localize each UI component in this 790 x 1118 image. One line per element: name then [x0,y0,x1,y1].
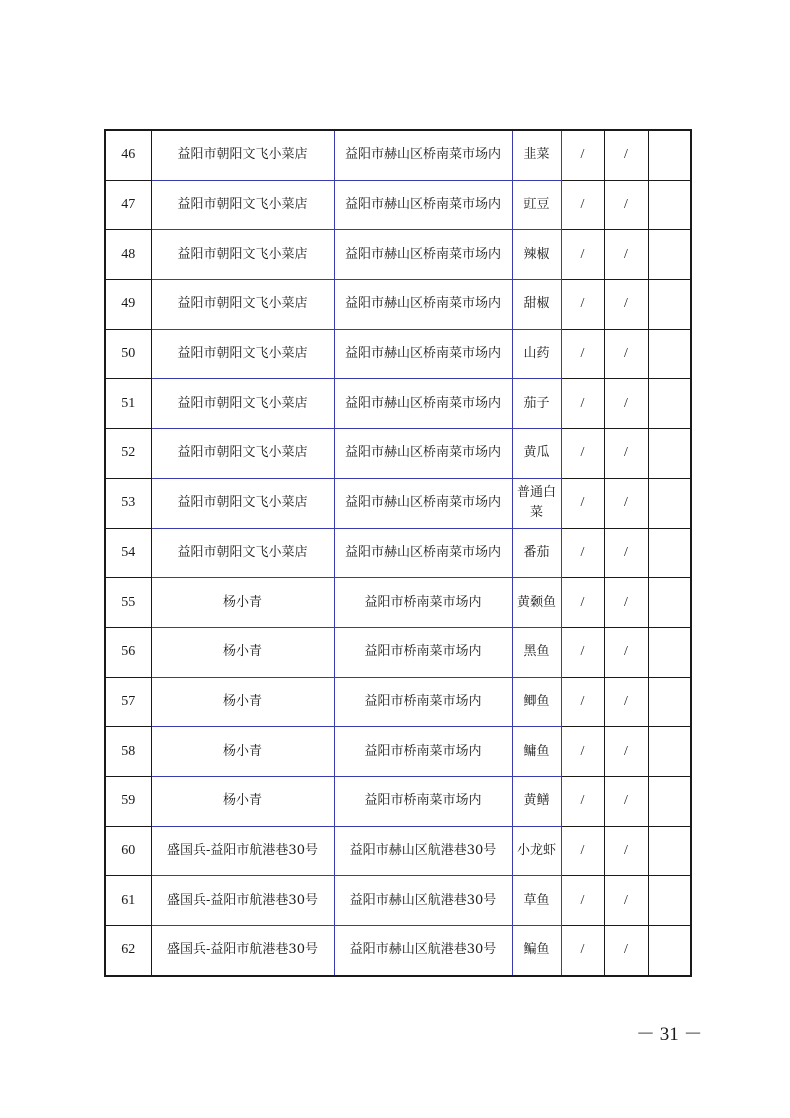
product-name [512,876,561,926]
vendor-name: 益阳市朝阳文飞小菜店 [151,130,334,180]
product-text: 鳊鱼 [523,942,550,958]
vendor-name: 盛国兵-益阳市航港巷30号 [151,926,334,976]
product-text: 山药 [523,346,550,362]
remark-cell [648,478,691,528]
result-cell-1: / [561,876,604,926]
vendor-address: 益阳市桥南菜市场内 [334,677,512,727]
vendor-name: 杨小青 [151,627,334,677]
row-number: 62 [105,926,151,976]
remark-cell [648,677,691,727]
table-body [105,130,691,976]
remark-cell [648,230,691,280]
vendor-name: 益阳市朝阳文飞小菜店 [151,379,334,429]
table-row [105,230,691,280]
result-cell-2: / [604,528,648,578]
vendor-name: 杨小青 [151,578,334,628]
product-text: 甜椒 [523,296,550,312]
row-number: 46 [105,130,151,180]
vendor-address: 益阳市赫山区桥南菜市场内 [334,528,512,578]
row-number: 49 [105,280,151,330]
table-row [105,429,691,479]
result-cell-1: / [561,727,604,777]
vendor-name: 杨小青 [151,727,334,777]
product-name [512,180,561,230]
remark-cell [648,280,691,330]
product-name [512,578,561,628]
result-cell-2: / [604,677,648,727]
result-cell-2: / [604,776,648,826]
vendor-address: 益阳市赫山区航港巷30号 [334,926,512,976]
result-cell-1: / [561,578,604,628]
product-name [512,926,561,976]
result-cell-2: / [604,876,648,926]
result-cell-2: / [604,926,648,976]
remark-cell [648,180,691,230]
vendor-name: 益阳市朝阳文飞小菜店 [151,478,334,528]
vendor-address: 益阳市赫山区桥南菜市场内 [334,478,512,528]
product-text: 黄颡鱼 [516,594,556,610]
remark-cell [648,379,691,429]
vendor-name: 益阳市朝阳文飞小菜店 [151,180,334,230]
row-number: 51 [105,379,151,429]
row-number: 52 [105,429,151,479]
remark-cell [648,627,691,677]
vendor-name: 杨小青 [151,776,334,826]
result-cell-1: / [561,230,604,280]
row-number: 56 [105,627,151,677]
result-cell-1: / [561,627,604,677]
product-name [512,429,561,479]
result-cell-2: / [604,727,648,777]
row-number: 47 [105,180,151,230]
vendor-address: 益阳市赫山区航港巷30号 [334,826,512,876]
product-name [512,130,561,180]
page-number: － 31 － [636,1024,703,1045]
vendor-address: 益阳市桥南菜市场内 [334,727,512,777]
remark-cell [648,776,691,826]
product-name [512,776,561,826]
table-row [105,280,691,330]
row-number: 50 [105,329,151,379]
vendor-address: 益阳市赫山区桥南菜市场内 [334,180,512,230]
remark-cell [648,429,691,479]
product-name [512,280,561,330]
row-number: 57 [105,677,151,727]
table-row [105,677,691,727]
product-text: 茄子 [523,395,550,411]
table-row [105,826,691,876]
result-cell-2: / [604,826,648,876]
result-cell-1: / [561,478,604,528]
product-text: 鲫鱼 [523,693,550,709]
product-text: 小龙虾 [516,842,556,858]
vendor-name: 益阳市朝阳文飞小菜店 [151,230,334,280]
result-cell-2: / [604,180,648,230]
row-number: 60 [105,826,151,876]
remark-cell [648,329,691,379]
row-number: 54 [105,528,151,578]
product-text: 韭菜 [523,147,550,163]
row-number: 53 [105,478,151,528]
product-name [512,727,561,777]
result-cell-2: / [604,130,648,180]
result-cell-1: / [561,677,604,727]
table-row [105,130,691,180]
product-name [512,329,561,379]
product-text: 黑鱼 [523,644,550,660]
product-name [512,230,561,280]
table-row [105,727,691,777]
result-cell-1: / [561,329,604,379]
table-row [105,528,691,578]
table-row [105,379,691,429]
product-text: 番茄 [523,544,550,560]
vendor-address: 益阳市赫山区桥南菜市场内 [334,429,512,479]
product-name [512,826,561,876]
product-text: 辣椒 [523,246,550,262]
remark-cell [648,578,691,628]
row-number: 55 [105,578,151,628]
remark-cell [648,926,691,976]
result-cell-1: / [561,926,604,976]
table-row [105,776,691,826]
inspection-table [104,129,692,977]
result-cell-2: / [604,478,648,528]
result-cell-2: / [604,280,648,330]
product-name [512,627,561,677]
vendor-address: 益阳市赫山区桥南菜市场内 [334,230,512,280]
product-text: 草鱼 [523,892,550,908]
vendor-address: 益阳市桥南菜市场内 [334,578,512,628]
result-cell-2: / [604,627,648,677]
vendor-address: 益阳市赫山区桥南菜市场内 [334,379,512,429]
vendor-address: 益阳市赫山区桥南菜市场内 [334,280,512,330]
row-number: 59 [105,776,151,826]
result-cell-1: / [561,826,604,876]
product-text: 豇豆 [523,197,550,213]
vendor-name: 益阳市朝阳文飞小菜店 [151,280,334,330]
remark-cell [648,528,691,578]
vendor-name: 益阳市朝阳文飞小菜店 [151,429,334,479]
product-text: 普通白菜 [516,485,556,521]
product-name [512,478,561,528]
product-text: 黄鳝 [523,793,550,809]
row-number: 58 [105,727,151,777]
product-name [512,677,561,727]
result-cell-1: / [561,379,604,429]
vendor-name: 盛国兵-益阳市航港巷30号 [151,826,334,876]
table-row [105,578,691,628]
vendor-address: 益阳市桥南菜市场内 [334,776,512,826]
vendor-address: 益阳市桥南菜市场内 [334,627,512,677]
product-name [512,379,561,429]
table-row [105,329,691,379]
vendor-name: 盛国兵-益阳市航港巷30号 [151,876,334,926]
remark-cell [648,727,691,777]
table-row [105,627,691,677]
remark-cell [648,826,691,876]
table-row [105,180,691,230]
vendor-address: 益阳市赫山区桥南菜市场内 [334,329,512,379]
vendor-name: 益阳市朝阳文飞小菜店 [151,528,334,578]
vendor-address: 益阳市赫山区桥南菜市场内 [334,130,512,180]
result-cell-2: / [604,230,648,280]
result-cell-1: / [561,280,604,330]
product-text: 鳙鱼 [523,743,550,759]
product-text: 黄瓜 [523,445,550,461]
table-row [105,478,691,528]
result-cell-1: / [561,528,604,578]
row-number: 61 [105,876,151,926]
result-cell-2: / [604,329,648,379]
table-row [105,876,691,926]
row-number: 48 [105,230,151,280]
product-name [512,528,561,578]
vendor-address: 益阳市赫山区航港巷30号 [334,876,512,926]
result-cell-2: / [604,379,648,429]
remark-cell [648,130,691,180]
result-cell-2: / [604,429,648,479]
remark-cell [648,876,691,926]
result-cell-1: / [561,429,604,479]
table-row [105,926,691,976]
result-cell-2: / [604,578,648,628]
result-cell-1: / [561,776,604,826]
result-cell-1: / [561,180,604,230]
vendor-name: 杨小青 [151,677,334,727]
result-cell-1: / [561,130,604,180]
vendor-name: 益阳市朝阳文飞小菜店 [151,329,334,379]
